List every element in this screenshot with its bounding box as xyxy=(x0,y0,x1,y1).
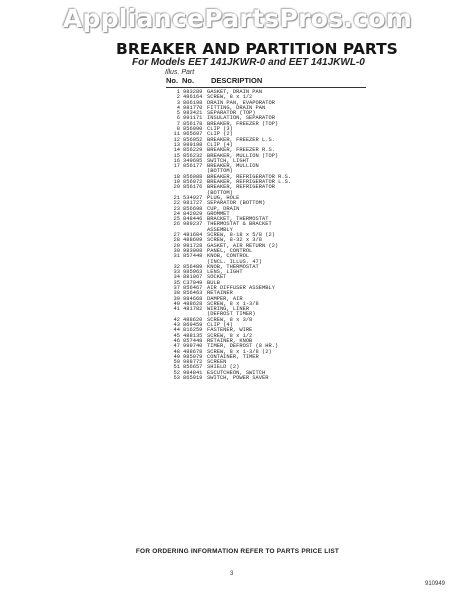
part-number: 488135 xyxy=(183,332,203,339)
part-number: 869459 xyxy=(183,322,203,329)
part-number: 985079 xyxy=(183,353,203,360)
part-description: CLIP (4) xyxy=(207,141,233,148)
part-number: C37049 xyxy=(183,279,203,286)
illus-number: 34 xyxy=(173,274,180,281)
illus-number: 15 xyxy=(173,152,180,159)
illus-number: 12 xyxy=(173,136,180,143)
part-description: CLIP (2) xyxy=(207,131,233,138)
part-description: CLIP (4) xyxy=(207,322,233,329)
illus-number: 16 xyxy=(173,157,180,164)
document-code: 910949 xyxy=(425,581,446,587)
part-number: 989198 xyxy=(183,141,203,148)
illus-number: 51 xyxy=(173,364,180,371)
part-number: 481684 xyxy=(183,232,203,239)
part-number: 984668 xyxy=(183,295,203,302)
illus-number: 4 xyxy=(176,104,180,111)
part-number: 981727 xyxy=(183,200,203,207)
part-number: 856232 xyxy=(183,152,203,159)
part-description: (BOTTOM) xyxy=(207,189,233,196)
part-number: 486164 xyxy=(183,94,203,101)
part-description: SWITCH, POWER SAVER xyxy=(207,375,269,382)
part-description: BREAKER, REFRIGERATOR xyxy=(207,184,275,191)
part-number: 991171 xyxy=(183,115,203,122)
part-description: BREAKER, FREEZER R.S. xyxy=(207,147,275,154)
part-number: 481782 xyxy=(183,306,203,313)
part-number: 857448 xyxy=(183,337,203,344)
watermark: AppliancePartsPros.com xyxy=(62,4,413,33)
part-number: 988772 xyxy=(183,359,203,366)
part-number: 534927 xyxy=(183,194,203,201)
part-number: 816259 xyxy=(183,327,203,334)
part-description: KNOB, CONTROL xyxy=(207,253,250,260)
illus-number: 19 xyxy=(173,179,180,186)
illus-number: 28 xyxy=(173,237,180,244)
illus-number: 52 xyxy=(173,369,180,376)
part-description: PANEL, CONTROL xyxy=(207,247,253,254)
parts-row xyxy=(170,376,390,381)
part-description: CUP, DRAIN xyxy=(207,205,240,212)
part-description: SWITCH, LIGHT xyxy=(207,157,250,164)
part-number: 488678 xyxy=(183,348,203,355)
part-number: 856177 xyxy=(183,163,203,170)
part-number: 488609 xyxy=(183,237,203,244)
illus-number: 7 xyxy=(176,120,180,127)
part-description: RETAINER, KNOB xyxy=(207,337,253,344)
part-number: 999740 xyxy=(183,343,203,350)
part-number: 806198 xyxy=(183,99,203,106)
part-number: 981728 xyxy=(183,242,203,249)
ordering-note: FOR ORDERING INFORMATION REFER TO PARTS PRICE LIST xyxy=(135,548,340,555)
part-description: BRACKET, THERMOSTAT xyxy=(207,216,269,223)
part-description: LENS, LIGHT xyxy=(207,269,243,276)
part-description: FASTENER, WIRE xyxy=(207,327,253,334)
part-description: THERMOSTAT & BRACKET xyxy=(207,221,272,228)
illus-number: 6 xyxy=(176,115,180,122)
part-number: 488628 xyxy=(183,300,203,307)
part-number: 856463 xyxy=(183,290,203,297)
part-description: DAMPER, AIR xyxy=(207,295,243,302)
part-description: ASSEMBLY xyxy=(207,226,233,233)
part-number: 856229 xyxy=(183,147,203,154)
illus-number: 33 xyxy=(173,269,180,276)
part-description: SHIELD (2) xyxy=(207,364,240,371)
illus-number: 20 xyxy=(173,184,180,191)
part-number: 842029 xyxy=(183,210,203,217)
part-description: PLUG, HOLE xyxy=(207,194,240,201)
part-number: 983289 xyxy=(183,89,203,95)
part-description: SCREW, 8 x 3/8 xyxy=(207,316,253,323)
illus-number: 44 xyxy=(173,327,180,334)
parts-list xyxy=(170,90,390,381)
illus-number: 42 xyxy=(173,316,180,323)
illus-number: 37 xyxy=(173,284,180,291)
models-subtitle: For Models EET 141JKWR-0 and EET 141JKWL-0 xyxy=(132,57,365,68)
illus-number: 13 xyxy=(173,141,180,148)
part-number: 856090 xyxy=(183,126,203,133)
illus-number: 21 xyxy=(173,194,180,201)
part-description: BREAKER, MULLION (TOP) xyxy=(207,152,279,159)
illus-number: 23 xyxy=(173,205,180,212)
illus-number: 30 xyxy=(173,247,180,254)
part-description: (DEFROST TIMER) xyxy=(207,311,256,318)
illus-number: 29 xyxy=(173,242,180,249)
column-header-illus-no: No. xyxy=(166,76,179,85)
illus-number: 18 xyxy=(173,173,180,180)
part-number: 856176 xyxy=(183,184,203,191)
part-description: KNOB, THERMOSTAT xyxy=(207,263,259,270)
part-description: RETAINER xyxy=(207,290,233,297)
part-description: BULB xyxy=(207,279,220,286)
part-description: WIRING, LINER xyxy=(207,306,250,313)
part-description: BREAKER, REFRIGERATOR R.S. xyxy=(207,173,292,180)
illus-number: 8 xyxy=(176,126,180,133)
part-description: FITTING, DRAIN PAN xyxy=(207,104,266,111)
part-number: 856052 xyxy=(183,136,203,143)
page-number: 3 xyxy=(230,571,234,577)
illus-number: 31 xyxy=(173,253,180,260)
illus-number: 25 xyxy=(173,216,180,223)
illus-number: 53 xyxy=(173,375,180,382)
part-description: SEPARATOR (TOP) xyxy=(207,110,256,117)
part-description: (BOTTOM) xyxy=(207,168,233,175)
part-number: 856467 xyxy=(183,284,203,291)
part-description: BREAKER, MULLION xyxy=(207,163,259,170)
part-number: 965697 xyxy=(183,131,203,138)
column-header-description: DESCRIPTION xyxy=(211,76,263,85)
part-number: 981770 xyxy=(183,104,203,111)
part-number: 983908 xyxy=(183,247,203,254)
illus-number: 17 xyxy=(173,163,180,170)
illus-number: 14 xyxy=(173,147,180,154)
part-description: SCREW, 8-32 x 3/8 xyxy=(207,237,262,244)
part-number: 989237 xyxy=(183,221,203,228)
part-description: SCREW, 8 x 1/2 xyxy=(207,94,253,101)
part-description: GROMMET xyxy=(207,210,230,217)
part-description: AIR DIFFUSER ASSEMBLY xyxy=(207,284,275,291)
part-number: 349695 xyxy=(183,157,203,164)
part-description: BREAKER, REFRIGERATOR L.S. xyxy=(207,179,292,186)
illus-number: 32 xyxy=(173,263,180,270)
part-description: BREAKER, FREEZER (TOP) xyxy=(207,120,279,127)
part-number: 856698 xyxy=(183,205,203,212)
illus-number: 38 xyxy=(173,290,180,297)
column-header xyxy=(166,76,376,88)
part-description: SOCKET xyxy=(207,274,227,281)
illus-number: 43 xyxy=(173,322,180,329)
header-rule xyxy=(166,87,366,88)
part-number: 865019 xyxy=(183,375,203,382)
illus-number: 46 xyxy=(173,337,180,344)
part-description: CONTAINER, TIMER xyxy=(207,353,259,360)
illus-number: 39 xyxy=(173,295,180,302)
illus-part-label: Illus. Part xyxy=(165,69,195,76)
column-header-part-no: No. xyxy=(182,76,195,85)
part-number: 857448 xyxy=(183,253,203,260)
part-number: 856088 xyxy=(183,173,203,180)
part-description: GASKET, DRAIN PAN xyxy=(207,89,262,95)
part-number: 856657 xyxy=(183,364,203,371)
part-description: CLIP (3) xyxy=(207,126,233,133)
part-number: 984841 xyxy=(183,369,203,376)
illus-number: 3 xyxy=(176,99,180,106)
illus-number: 41 xyxy=(173,306,180,313)
part-description: SCREW, 8 x 1/2 xyxy=(207,332,253,339)
illus-number: 35 xyxy=(173,279,180,286)
illus-number: 22 xyxy=(173,200,180,207)
part-description: ESCUTCHEON, SWITCH xyxy=(207,369,266,376)
illus-number: 2 xyxy=(176,94,180,101)
illus-number: 1 xyxy=(176,89,180,95)
part-number: 848446 xyxy=(183,216,203,223)
part-description: TIMER, DEFROST (8 HR.) xyxy=(207,343,279,350)
part-description: (INCL. ILLUS. 47) xyxy=(207,258,262,265)
illus-number: 45 xyxy=(173,332,180,339)
illus-number: 49 xyxy=(173,353,180,360)
part-description: SCREW, 8 x 1-3/8 xyxy=(207,300,259,307)
part-number: 856178 xyxy=(183,120,203,127)
illus-number: 47 xyxy=(173,343,180,350)
illus-number: 27 xyxy=(173,232,180,239)
part-description: SEPARATOR (BOTTOM) xyxy=(207,200,266,207)
part-number: 985963 xyxy=(183,269,203,276)
part-description: INSULATION, SEPARATOR xyxy=(207,115,275,122)
part-description: DRAIN PAN, EVAPORATOR xyxy=(207,99,275,106)
illus-number: 40 xyxy=(173,300,180,307)
part-description: BREAKER, FREEZER L.S. xyxy=(207,136,275,143)
part-description: GASKET, AIR RETURN (2) xyxy=(207,242,279,249)
part-number: 881067 xyxy=(183,274,203,281)
part-description: SCREW, 8 x 1-3/8 (2) xyxy=(207,348,272,355)
part-number: 488620 xyxy=(183,316,203,323)
illus-number: 26 xyxy=(173,221,180,228)
part-description: SCREEN xyxy=(207,359,227,366)
illus-number: 5 xyxy=(176,110,180,117)
illus-number: 11 xyxy=(173,131,180,138)
illus-number: 24 xyxy=(173,210,180,217)
part-number: 856072 xyxy=(183,179,203,186)
part-description: SCREW, 8-18 x 5/8 (2) xyxy=(207,232,275,239)
part-number: 856489 xyxy=(183,263,203,270)
illus-number: 50 xyxy=(173,359,180,366)
part-number: 983421 xyxy=(183,110,203,117)
illus-number: 48 xyxy=(173,348,180,355)
page-title: BREAKER AND PARTITION PARTS xyxy=(116,40,398,58)
